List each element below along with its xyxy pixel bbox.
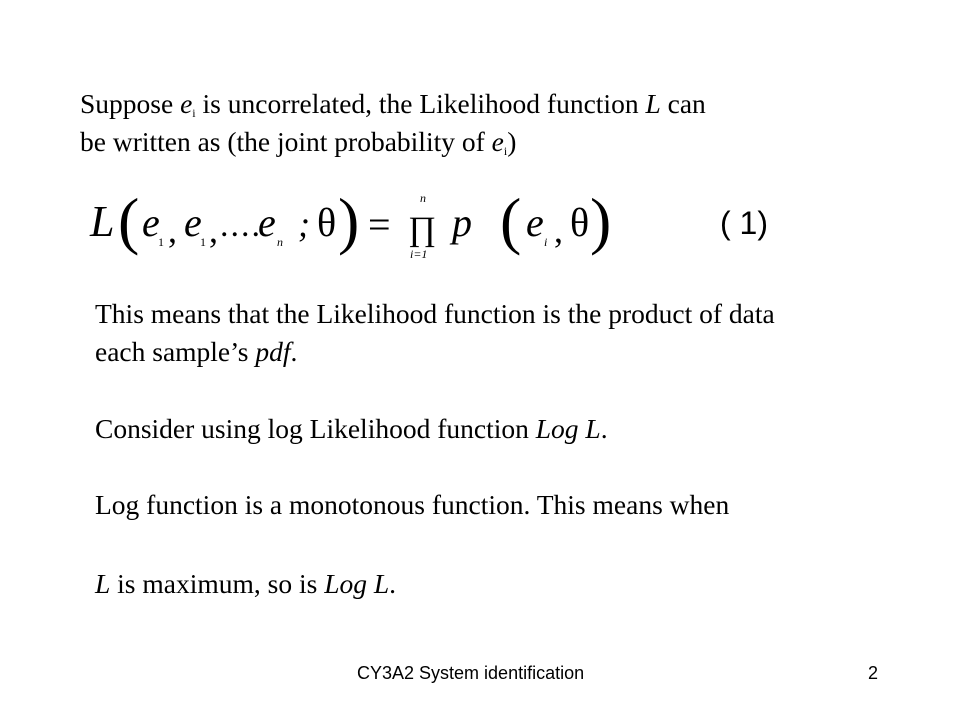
intro-line-1 xyxy=(80,88,706,125)
i-subscript: i xyxy=(192,106,196,120)
paragraph-4 xyxy=(95,568,396,600)
eq-theta: θ xyxy=(570,200,590,245)
paragraph-1-line-1 xyxy=(95,298,775,330)
intro-text: Suppose xyxy=(80,88,181,119)
footer-title: CY3A2 System identification xyxy=(357,663,585,683)
eq-e: e xyxy=(526,200,544,245)
eq-sub-n: n xyxy=(277,235,283,249)
eq-lower-limit: i=1 xyxy=(410,247,428,261)
pdf-term: pdf xyxy=(255,336,291,367)
intro-text: be written as (the joint probability of xyxy=(80,126,492,157)
log-L-term: Log L xyxy=(535,413,601,444)
eq-equals: = xyxy=(368,202,391,247)
e-symbol: e xyxy=(491,126,504,157)
L-symbol: L xyxy=(95,568,111,599)
intro-text: can xyxy=(660,88,706,119)
equation-number: ( 1) xyxy=(720,205,768,241)
page-number: 2 xyxy=(868,663,879,683)
paragraph-2 xyxy=(95,413,608,445)
eq-sub-i: i xyxy=(544,235,548,249)
eq-comma: , xyxy=(209,210,218,250)
eq-dots: .... xyxy=(220,207,262,244)
L-symbol: L xyxy=(645,88,661,119)
eq-sub-1: 1 xyxy=(158,235,164,249)
paragraph-text: each sample’s xyxy=(95,336,256,367)
eq-e: e xyxy=(258,200,276,245)
eq-upper-limit: n xyxy=(420,191,426,205)
log-L-term: Log L xyxy=(324,568,390,599)
eq-right-paren: ) xyxy=(338,185,360,256)
eq-p: p xyxy=(452,200,472,245)
likelihood-equation xyxy=(80,180,880,276)
paragraph-text: Log function is a monotonous function. This means when xyxy=(95,489,730,520)
intro-text: ) xyxy=(507,126,517,157)
equation-graphic xyxy=(80,180,880,276)
paragraph-text: is maximum, so is xyxy=(110,568,325,599)
paragraph-text: . xyxy=(290,336,298,367)
paragraph-text: . xyxy=(389,568,397,599)
eq-left-paren: ( xyxy=(118,185,140,256)
paragraph-text: Consider using log Likelihood function xyxy=(95,413,536,444)
eq-product: ∏ xyxy=(408,211,436,248)
eq-comma: , xyxy=(168,210,177,250)
eq-L: L xyxy=(90,197,115,246)
paragraph-3 xyxy=(95,489,729,521)
paragraph-text: . xyxy=(600,413,608,444)
eq-left-paren: ( xyxy=(500,185,522,256)
eq-sub-1: 1 xyxy=(200,235,206,249)
eq-theta: θ xyxy=(317,200,337,245)
i-subscript: i xyxy=(503,144,508,158)
eq-e: e xyxy=(142,200,160,245)
eq-semicolon: ; xyxy=(298,204,310,244)
paragraph-text: This means that the Likelihood function is the product of data xyxy=(95,298,775,329)
eq-right-paren: ) xyxy=(590,185,612,256)
eq-e: e xyxy=(184,200,202,245)
intro-line-2 xyxy=(80,126,516,163)
eq-comma: , xyxy=(554,210,563,250)
intro-text: is uncorrelated, the Likelihood function xyxy=(195,88,646,119)
e-symbol: e xyxy=(180,88,193,119)
paragraph-1-line-2 xyxy=(95,336,297,368)
